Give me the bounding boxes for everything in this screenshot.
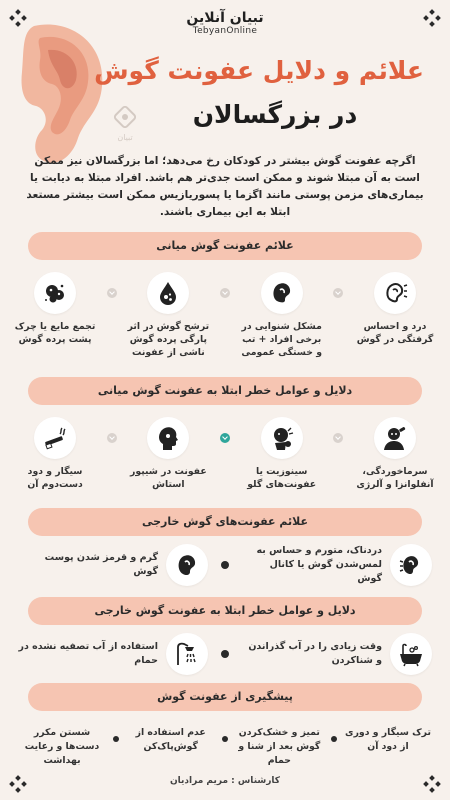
symptom-item — [241, 272, 323, 359]
ear-icon — [261, 272, 303, 314]
sore-throat-icon — [261, 417, 303, 459]
cause-label: سرماخوردگی، آنفلوانزا و آلرژی — [356, 466, 434, 490]
cause-label: سینوزیت یا عفونت‌های گلو — [247, 466, 317, 490]
outer-symptoms-row — [18, 544, 432, 586]
cause-item — [241, 417, 323, 491]
drop-bacteria-icon — [147, 272, 189, 314]
brand-logo — [0, 10, 450, 36]
red-ear-icon — [166, 544, 208, 586]
watermark-icon — [114, 106, 136, 128]
cause-item — [354, 417, 436, 491]
symptom-item — [242, 544, 432, 586]
swollen-ear-icon — [390, 544, 432, 586]
separator-dot — [107, 433, 117, 443]
symptom-item — [18, 544, 208, 586]
symptom-label: مشکل شنوایی در برخی افراد + تب و خستگی عمومی — [241, 321, 322, 358]
page-title-line2: در بزرگسالان — [192, 100, 358, 129]
prevention-item: ترک سیگار و دوری از دود آن — [345, 727, 431, 752]
prevention-item: تمیز و خشک‌کردن گوش بعد از شنا و حمام — [238, 727, 321, 766]
ear-illustration — [14, 20, 110, 168]
section-header-prevention: پیشگیری از عفونت گوش — [28, 683, 422, 711]
cause-item — [242, 633, 432, 675]
symptom-label: دردناک، متورم و حساس به لمس‌شدن گوش یا کانال گوش — [256, 545, 382, 584]
bathtub-icon — [390, 633, 432, 675]
separator-dot — [221, 561, 229, 569]
separator-dot — [107, 288, 117, 298]
prevention-item: شستن مکرر دست‌ها و رعایت بهداشت — [24, 727, 100, 766]
brand-name-fa: تبیان آنلاین — [186, 10, 264, 26]
separator-dot — [113, 736, 119, 742]
section-header-middle-symptoms: علائم عفونت گوش میانی — [28, 232, 422, 260]
symptom-item — [127, 272, 209, 359]
brand-name-en: TebyanOnline — [192, 26, 258, 36]
cause-label: سیگار و دود دست‌دوم آن — [27, 466, 83, 490]
cause-label: استفاده از آب تصفیه نشده در حمام — [18, 641, 158, 666]
cause-label: وقت زیادی را در آب گذراندن و شناکردن — [248, 641, 382, 666]
separator-dot — [333, 433, 343, 443]
sick-person-icon — [374, 417, 416, 459]
section-header-outer-symptoms: علائم عفونت‌های گوش خارجی — [28, 508, 422, 536]
section-header-outer-causes: دلایل و عوامل خطر ابتلا به عفونت گوش خارجی — [28, 597, 422, 625]
symptom-label: گرم و قرمز شدن پوست گوش — [44, 552, 158, 577]
prevention-row — [16, 726, 434, 768]
symptom-label: درد و احساس گرفتگی در گوش — [356, 321, 434, 345]
middle-causes-row — [14, 417, 436, 491]
separator-dot — [220, 288, 230, 298]
watermark-text: تبیان — [117, 133, 133, 142]
section-header-middle-causes: دلایل و عوامل خطر ابتلا به عفونت گوش میانی — [28, 377, 422, 405]
outer-causes-row — [18, 633, 432, 675]
symptom-item — [14, 272, 96, 346]
separator-dot — [221, 650, 229, 658]
cause-label: عفونت در شیپور استاش — [130, 466, 207, 490]
intro-paragraph: اگرچه عفونت گوش بیشتر در کودکان رخ می‌دهد؛ اما بزرگسالان نیز ممکن است به آن مبتلا شوند و ممکن است جدی‌تر هم باشد. افراد مبتلا به دیابت یا بیماری‌های مزمن پوستی مانند اگزما یا پسوریازیس ممکن است بیشتر مستعد ابتلا به این بیماری باشند. — [26, 155, 424, 218]
separator-dot — [220, 433, 230, 443]
ear-pain-icon — [374, 272, 416, 314]
cause-item — [127, 417, 209, 491]
shower-icon — [166, 633, 208, 675]
cigarette-icon — [34, 417, 76, 459]
cause-item — [14, 417, 96, 491]
separator-dot — [333, 288, 343, 298]
head-profile-icon — [147, 417, 189, 459]
separator-dot — [331, 736, 337, 742]
separator-dot — [222, 736, 228, 742]
symptom-label: تجمع مایع یا چرک پشت پرده گوش — [14, 321, 96, 345]
bacteria-cluster-icon — [34, 272, 76, 314]
page-title-line1: علائم و دلایل عفونت گوش — [94, 56, 424, 85]
middle-symptoms-row — [14, 272, 436, 359]
symptom-item — [354, 272, 436, 346]
prevention-item: عدم استفاده از گوش‌پاک‌کن — [135, 727, 206, 752]
brand-watermark — [108, 106, 142, 142]
author-credit: کارشناس : مریم مرادیان — [169, 776, 281, 786]
cause-item — [18, 633, 208, 675]
symptom-label: ترشح گوش در اثر پارگی پرده گوش ناشی از عفونت — [127, 321, 210, 358]
